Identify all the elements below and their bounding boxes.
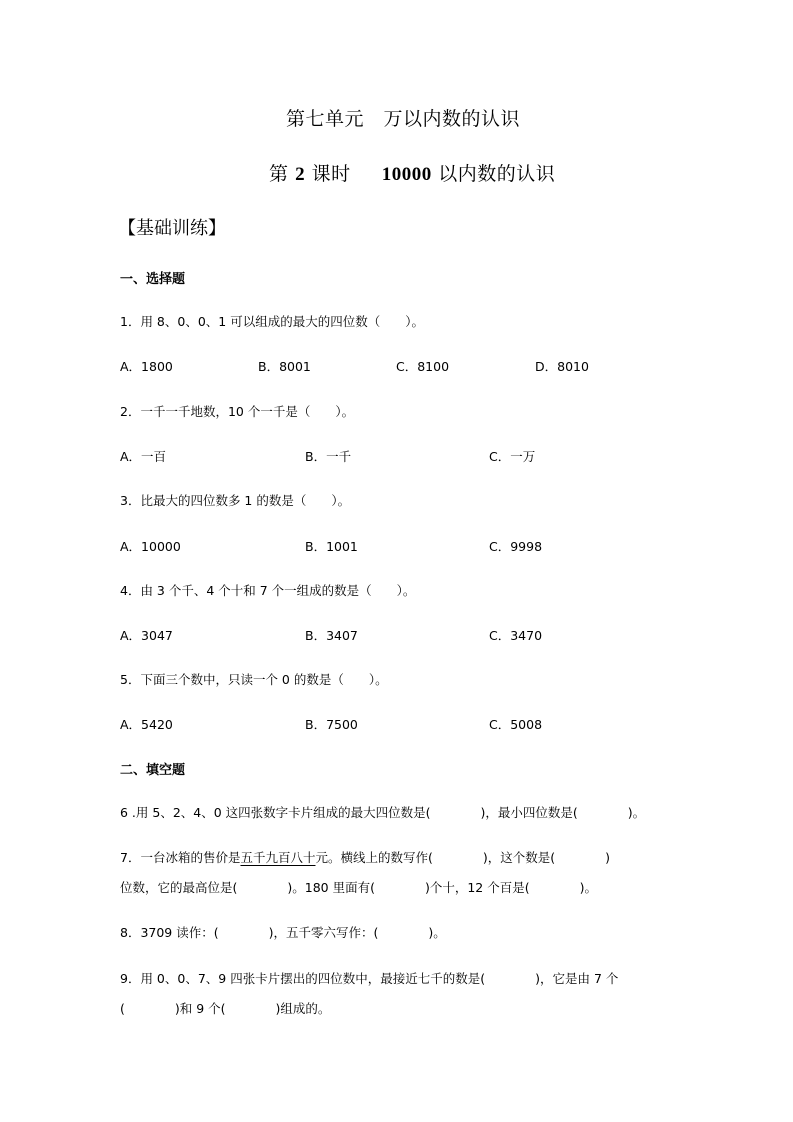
q4-option-c: C．3470 [489, 628, 543, 643]
q5-option-c: C．5008 [489, 717, 543, 732]
lesson-suffix: 以内数的认识 [438, 163, 556, 185]
q3-option-c: C．9998 [489, 539, 543, 554]
question-6: 6 .用 5、2、4、0 这四张数字卡片组成的最大四位数是( )，最小四位数是( )。 [120, 805, 646, 820]
question-7-line-1 [120, 848, 610, 866]
question-2: 2．一千一千地数，10 个一千是（ ）。 [120, 404, 355, 419]
q7-underlined-number: 五千九百八十 [240, 850, 316, 865]
q7-suffix: 元。横线上的数写作( )，这个数是( ) [315, 850, 610, 865]
part1-title: 一、选择题 [120, 272, 186, 287]
question-4: 4．由 3 个千、4 个十和 7 个一组成的数是（ ）。 [120, 583, 416, 598]
question-1: 1．用 8、0、0、1 可以组成的最大的四位数（ ）。 [120, 314, 424, 329]
q1-option-d: D．8010 [535, 359, 589, 374]
question-9-line-1: 9．用 0、0、7、9 四张卡片摆出的四位数中，最接近七千的数是( )，它是由 7 个 [120, 971, 619, 986]
lesson-bold-number: 10000 [381, 164, 432, 185]
lesson-prefix: 第 [269, 163, 289, 185]
q2-option-c: C．一万 [489, 449, 536, 464]
q2-option-a: A．一百 [120, 449, 167, 464]
question-3: 3．比最大的四位数多 1 的数是（ ）。 [120, 493, 351, 508]
question-9-line-2: ( )和 9 个( )组成的。 [120, 1001, 331, 1016]
q7-prefix: 7．一台冰箱的售价是 [120, 850, 241, 865]
lesson-title [269, 159, 555, 186]
question-5: 5．下面三个数中，只读一个 0 的数是（ ）。 [120, 672, 388, 687]
q4-option-b: B．3407 [305, 628, 358, 643]
question-7-line-2: 位数，它的最高位是( )。180 里面有( )个十，12 个百是( )。 [120, 880, 597, 895]
unit-title: 第七单元 万以内数的认识 [286, 108, 521, 130]
q1-option-b: B．8001 [258, 359, 311, 374]
q3-option-b: B．1001 [305, 539, 358, 554]
section-title: 【基础训练】 [118, 218, 226, 239]
question-8: 8．3709 读作：( )，五千零六写作：( )。 [120, 925, 446, 940]
q5-option-b: B．7500 [305, 717, 358, 732]
part2-title: 二、填空题 [120, 763, 186, 778]
q4-option-a: A．3047 [120, 628, 173, 643]
q3-option-a: A．10000 [120, 539, 181, 554]
q1-option-a: A．1800 [120, 359, 173, 374]
q5-option-a: A．5420 [120, 717, 173, 732]
lesson-number: 2 [295, 164, 306, 185]
lesson-mid: 课时 [311, 163, 351, 185]
q1-option-c: C．8100 [396, 359, 450, 374]
q2-option-b: B．一千 [305, 449, 352, 464]
